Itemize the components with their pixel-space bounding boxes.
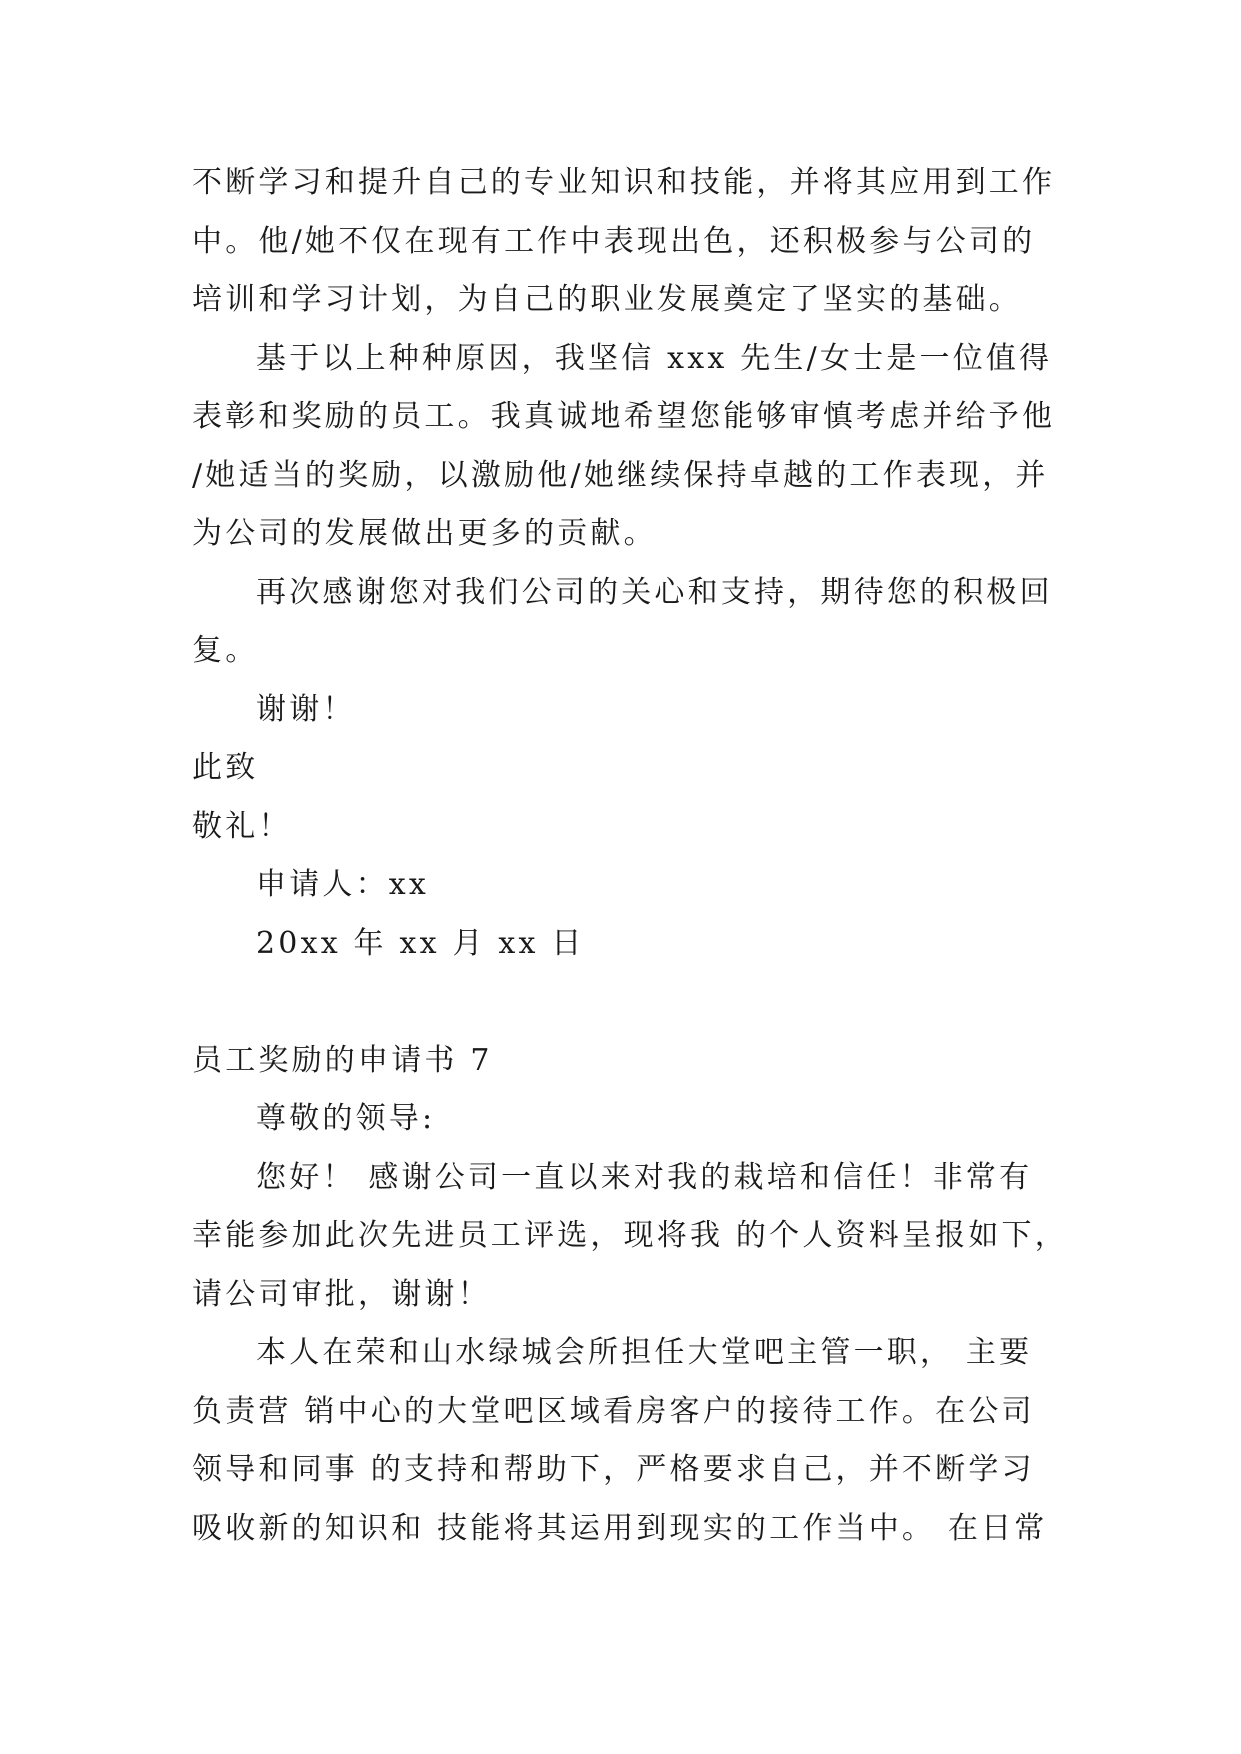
text-line: 请公司审批，谢谢！ bbox=[192, 1276, 491, 1312]
text-line: 为公司的发展做出更多的贡献。 bbox=[192, 516, 657, 551]
text-line: 培训和学习计划，为自己的职业发展奠定了坚实的基础。 bbox=[192, 282, 1022, 317]
closing-line: 此致 bbox=[192, 750, 259, 785]
text-line: 幸能参加此次先进员工评选，现将我 的个人资料呈报如下， bbox=[192, 1218, 1068, 1253]
paragraph-start: 基于以上种种原因，我坚信 xxx 先生/女士是一位值得 bbox=[256, 340, 1053, 376]
paragraph-start: 再次感谢您对我们公司的关心和支持，期待您的积极回 bbox=[256, 574, 1053, 610]
paragraph-start: 您好！ 感谢公司一直以来对我的栽培和信任！非常有 bbox=[256, 1159, 1033, 1195]
section-gap bbox=[192, 973, 1062, 1032]
text-line: 表彰和奖励的员工。我真诚地希望您能够审慎考虑并给予他 bbox=[192, 399, 1056, 434]
text-line: 不断学习和提升自己的专业知识和技能，并将其应用到工作 bbox=[192, 165, 1056, 200]
section-title: 员工奖励的申请书 7 bbox=[192, 1042, 493, 1078]
greeting-line: 尊敬的领导: bbox=[256, 1101, 436, 1136]
text-line: 复。 bbox=[192, 633, 259, 668]
text-line: 吸收新的知识和 技能将其运用到现实的工作当中。 在日常 bbox=[192, 1510, 1048, 1546]
salutation-line: 敬礼！ bbox=[192, 808, 292, 844]
date-line: 20xx 年 xx 月 xx 日 bbox=[256, 925, 585, 961]
applicant-line: 申请人：xx bbox=[256, 867, 430, 902]
paragraph-start: 本人在荣和山水绿城会所担任大堂吧主管一职， 主要 bbox=[256, 1335, 1033, 1370]
text-line: 中。他/她不仅在现有工作中表现出色，还积极参与公司的 bbox=[192, 223, 1036, 259]
document-body bbox=[192, 154, 1068, 1558]
text-line: 负责营 销中心的大堂吧区域看房客户的接待工作。在公司 bbox=[192, 1393, 1035, 1429]
thanks-line: 谢谢！ bbox=[256, 691, 356, 727]
text-line: 领导和同事 的支持和帮助下，严格要求自己，并不断学习 bbox=[192, 1452, 1035, 1487]
text-line: /她适当的奖励，以激励他/她继续保持卓越的工作表现，并 bbox=[192, 457, 1049, 493]
